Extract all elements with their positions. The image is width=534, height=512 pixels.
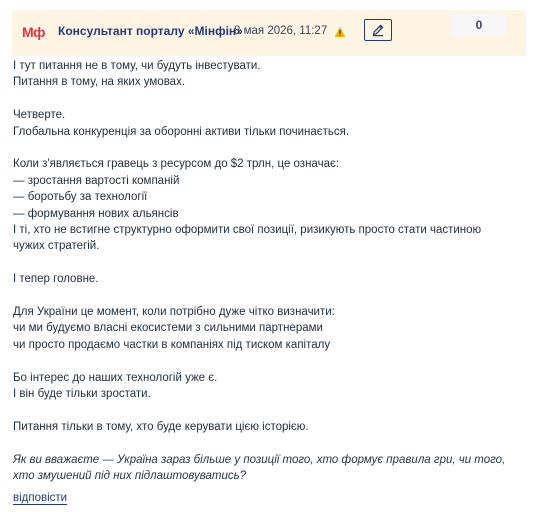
edit-button[interactable] xyxy=(364,19,392,41)
comment-line: Глобальна конкуренція за оборонні активи тільки починається. xyxy=(13,125,350,138)
comment-header xyxy=(12,10,526,56)
pencil-icon xyxy=(371,23,385,37)
comment-body xyxy=(13,58,513,484)
comment-line: І ті, хто не встигне структурно оформити свої позиції, ризикують просто стати частиною чужих стратегій. xyxy=(13,224,482,253)
comment-line: — формування нових альянсів xyxy=(13,207,179,220)
comment-line: Питання в тому, на яких умовах. xyxy=(13,76,186,89)
comment-line: чи просто продаємо частки в компаніях під тиском капіталу xyxy=(13,338,331,351)
comment-line: Питання тільки в тому, хто буде керувати цією історією. xyxy=(13,420,309,433)
comment-date: 8 мая 2026, 11:27 xyxy=(234,25,328,37)
reply-link[interactable]: відповісти xyxy=(13,492,68,504)
comment-line: — зростання вартості компаній xyxy=(13,174,180,187)
comment-line: Для України це момент, коли потрібно дуже чітко визначити: xyxy=(13,306,335,319)
author-link[interactable]: Консультант порталу «Мінфін» xyxy=(58,24,243,38)
comment-line: Коли з'являється гравець з ресурсом до $2 трлн, це означає: xyxy=(13,158,340,171)
comment-line: І тут питання не в тому, чи будуть інвестувати. xyxy=(13,60,261,72)
comment-line: Четверте. xyxy=(13,109,66,122)
comment-question: Як ви вважаєте — Україна зараз більше у позиції того, хто формує правила гри, чи того, хто змушений під них підлаштовуватись? xyxy=(13,453,506,483)
comment-line: І він буде тільки зростати. xyxy=(13,388,151,401)
warning-triangle-icon[interactable] xyxy=(334,25,346,37)
comment-line: — боротьбу за технології xyxy=(13,191,148,204)
rating-score: 0 xyxy=(452,14,506,36)
comment-line: Бо інтерес до наших технологій уже є. xyxy=(13,371,218,384)
comment-line: чи ми будуємо власні екосистеми з сильними партнерами xyxy=(13,322,323,335)
minfin-logo: Мф xyxy=(22,24,45,40)
comment-line: І тепер головне. xyxy=(13,273,99,286)
